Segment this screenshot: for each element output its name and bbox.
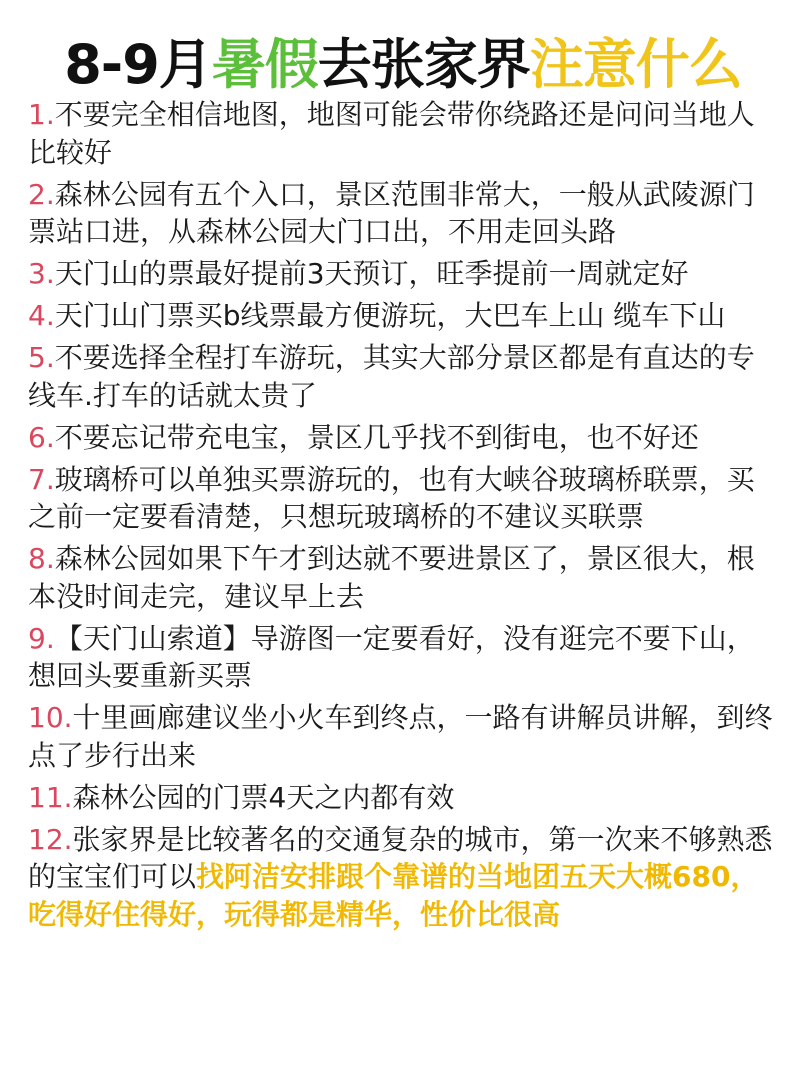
tip-text: 玻璃桥可以单独买票游玩的，也有大峡谷玻璃桥联票，买之前一定要看清楚，只想玩玻璃桥的不建议买联票 [28,462,755,533]
title-part-date: 8-9月 [64,33,212,96]
tip-item [28,255,778,293]
tip-text: 不要忘记带充电宝，景区几乎找不到街电，也不好还 [54,420,699,454]
tip-text: 不要完全相信地图，地图可能会带你绕路还是问问当地人比较好 [28,98,755,169]
tip-item [28,540,778,615]
tip-text: 天门山的票最好提前3天预订，旺季提前一周就定好 [54,257,689,290]
tip-item [28,620,778,695]
tip-item [28,699,778,774]
tip-number: 4. [28,299,55,332]
tip-number: 3. [28,257,55,290]
tip-number: 12. [28,822,73,856]
tip-text: 森林公园如果下午才到达就不要进景区了，景区很大，根本没时间走完，建议早上去 [28,542,755,613]
tip-item [28,419,778,457]
tip-item [28,461,778,536]
page-title [28,0,778,96]
tip-number: 8. [28,542,55,575]
tip-text: 天门山门票买b线票最方便游玩，大巴车上山 缆车下山 [54,299,726,332]
title-part-destination: 去张家界 [317,33,530,96]
tip-number: 9. [28,621,55,655]
tip-text: 森林公园有五个入口，景区范围非常大，一般从武陵源门票站口进，从森林公园大门口出，不用走回头路 [28,177,755,248]
tip-text: 张家界是比较著名的交通复杂的城市，第一次来不够熟悉的宝宝们可以 [28,822,773,893]
tip-number: 10. [28,701,73,734]
title-part-summer: 暑假 [211,33,318,96]
tip-text: 森林公园的门票4天之内都有效 [72,780,455,814]
tip-item [28,779,778,817]
tip-item [28,176,778,251]
tip-item [28,297,778,335]
tip-number: 6. [28,420,55,454]
tip-text: 不要选择全程打车游玩，其实大部分景区都是有直达的专线车.打车的话就太贵了 [28,341,755,412]
tip-number: 2. [28,177,55,211]
tip-highlight-text: 找阿洁安排跟个靠谱的当地团五天大概680，吃得好住得好，玩得都是精华，性价比很高 [28,860,759,931]
tip-number: 11. [28,780,73,814]
tip-text: 【天门山索道】导游图一定要看好，没有逛完不要下山，想回头要重新买票 [28,621,755,692]
tip-number: 7. [28,462,55,496]
tip-number: 1. [28,98,55,131]
tip-item [28,339,778,414]
title-part-question: 注意什么 [529,33,742,96]
tips-list [28,84,778,933]
tip-text: 十里画廊建议坐小火车到终点，一路有讲解员讲解，到终点了步行出来 [28,701,773,772]
tip-number: 5. [28,341,55,374]
tip-item [28,96,778,171]
tip-item [28,821,778,934]
